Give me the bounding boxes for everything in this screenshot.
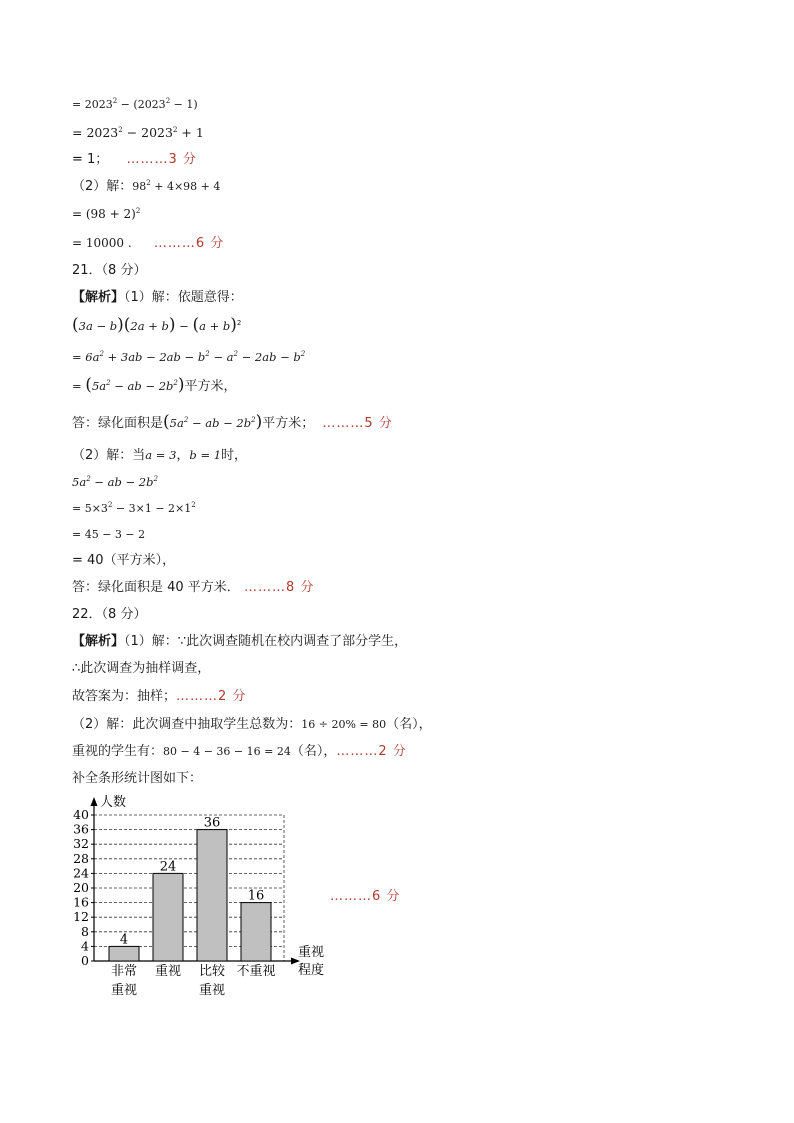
analysis-part1: （1）解： bbox=[124, 634, 178, 649]
score-8: ………8 分 bbox=[243, 580, 315, 595]
answer1-prefix: 答：绿化面积是 bbox=[72, 416, 164, 431]
unit-text: 平方米， bbox=[184, 379, 237, 394]
bar-value-label-0: 4 bbox=[119, 932, 129, 948]
category-label-1-0: 重视 bbox=[154, 964, 182, 979]
line-22-total bbox=[72, 716, 432, 734]
bar-0 bbox=[109, 946, 139, 961]
line-eq2: = $2023^2 - 2023^2 + 1$ bbox=[72, 125, 204, 140]
line-21-analysis bbox=[72, 289, 243, 307]
category-label-0-0: 非常 bbox=[110, 964, 138, 979]
y-tick-label-16: 16 bbox=[73, 894, 89, 910]
category-label-0-1: 重视 bbox=[110, 983, 138, 998]
bar-3 bbox=[241, 903, 271, 961]
bar-1 bbox=[153, 873, 183, 961]
line-eq6 bbox=[72, 234, 224, 253]
answer-22-text: 故答案为：抽样； bbox=[72, 689, 177, 704]
bar-value-label-3: 16 bbox=[247, 888, 265, 904]
category-label-3-0: 不重视 bbox=[236, 964, 276, 979]
score-3: ………3 分 bbox=[126, 152, 197, 167]
line-21-value: = 40（平方米）， bbox=[72, 553, 176, 568]
because-symbol: ∵ bbox=[177, 634, 187, 649]
question-21-heading: 21．（8 分） bbox=[72, 263, 147, 278]
analysis-text: （1）解：依题意得： bbox=[124, 290, 243, 305]
y-tick-label-4: 4 bbox=[81, 938, 89, 954]
answer2-text: 答：绿化面积是 40 平方米． bbox=[72, 580, 240, 595]
total-prefix: （2）解：此次调查中抽取学生总数为： bbox=[72, 717, 302, 732]
line-21-calc bbox=[72, 526, 145, 544]
line-21-part2: （2）解：当a = 3，b = 1时， bbox=[72, 448, 248, 463]
line-22-answer bbox=[72, 688, 246, 706]
y-tick-label-28: 28 bbox=[73, 850, 89, 866]
important-prefix: 重视的学生有： bbox=[72, 744, 164, 759]
answer1-unit: 平方米； bbox=[262, 416, 315, 431]
y-tick-label-20: 20 bbox=[73, 880, 89, 895]
because-text: 此次调查随机在校内调查了部分学生， bbox=[186, 634, 408, 649]
y-axis-label: 人数 bbox=[100, 795, 127, 810]
line-part2-start: （2）解：$98^2 + 4\times 98 + 4$ bbox=[72, 179, 221, 194]
line-eq1: = $2023^2 - (2023^2 - 1)$ bbox=[72, 97, 198, 111]
score-2b: ………2 分 bbox=[336, 744, 407, 759]
y-tick-label-24: 24 bbox=[73, 865, 89, 881]
line-21-subst: = $5\times 3^2 - 3\times 1 - 2\times 1^2$ bbox=[72, 501, 196, 515]
total-expr: 16 ÷ 20% = 80 bbox=[301, 718, 387, 731]
line-21-answer2 bbox=[72, 579, 314, 597]
line-22-therefore bbox=[72, 660, 210, 678]
line-21-expr: $(3a - b)(2a + b) - (a + b)^2$ bbox=[72, 315, 242, 335]
line-eq5: = $(98 + 2)^2$ bbox=[72, 207, 141, 221]
analysis-label-22: 【解析】 bbox=[72, 634, 125, 649]
line-22-important bbox=[72, 743, 407, 761]
important-expr: 80 − 4 − 36 − 16 = 24 bbox=[163, 745, 291, 758]
score-6: ………6 分 bbox=[153, 236, 225, 251]
y-tick-label-40: 40 bbox=[73, 807, 89, 822]
part2-label: （2）解： bbox=[72, 179, 133, 194]
therefore-symbol: ∴ bbox=[72, 661, 81, 676]
part2-when: （2）解：当 bbox=[72, 448, 146, 463]
therefore-text: 此次调查为抽样调查， bbox=[80, 661, 211, 676]
line-22-analysis bbox=[72, 633, 407, 651]
y-tick-label-0: 0 bbox=[81, 953, 89, 968]
part2-then: 时， bbox=[221, 448, 248, 463]
y-tick-label-8: 8 bbox=[81, 923, 89, 939]
category-label-2-0: 比较 bbox=[198, 964, 226, 979]
y-axis-arrow bbox=[91, 797, 98, 806]
line-21-answer1: 答：绿化面积是($5a^2$ − ab − $2b^2$)平方米； ………5 分 bbox=[72, 412, 393, 432]
calc-text: = 45 − 3 − 2 bbox=[72, 528, 146, 541]
analysis-label: 【解析】 bbox=[72, 290, 125, 305]
bar-chart bbox=[60, 795, 360, 1005]
line-22-chart-intro: 补全条形统计图如下： bbox=[72, 771, 203, 786]
bar-value-label-2: 36 bbox=[203, 815, 221, 831]
x-axis-label-line2: 程度 bbox=[298, 963, 325, 978]
category-label-2-1: 重视 bbox=[198, 983, 226, 998]
bar-value-label-1: 24 bbox=[159, 859, 177, 875]
line-21-result: = ($5a^2$ − ab − $2b^2$)平方米， bbox=[72, 375, 237, 395]
line-21-expr2: $5a^2$ − ab − $2b^2$ bbox=[72, 475, 158, 489]
question-22-heading: 22．（8 分） bbox=[72, 607, 147, 622]
score-6-chart: ………6 分 bbox=[330, 889, 401, 904]
important-unit: （名）， bbox=[290, 744, 337, 759]
bar-2 bbox=[197, 830, 227, 961]
y-tick-label-36: 36 bbox=[73, 821, 89, 837]
score-2a: ………2 分 bbox=[176, 689, 247, 704]
eq3-text: = 1； bbox=[72, 152, 109, 167]
score-5: ………5 分 bbox=[322, 416, 393, 431]
line-21-expand: = $6a^2 + 3ab - 2ab - b^2 - a^2 - 2ab - b^2$ bbox=[72, 350, 306, 364]
chart-score-line bbox=[330, 888, 400, 906]
part2-comma: ， bbox=[176, 448, 190, 463]
total-unit: （名）， bbox=[386, 717, 432, 732]
y-tick-label-32: 32 bbox=[73, 836, 89, 852]
y-tick-label-12: 12 bbox=[73, 909, 89, 925]
eq6-text: = 10000 . bbox=[72, 236, 132, 250]
line-eq3 bbox=[72, 151, 197, 169]
x-axis-label-line1: 重视 bbox=[298, 945, 325, 960]
